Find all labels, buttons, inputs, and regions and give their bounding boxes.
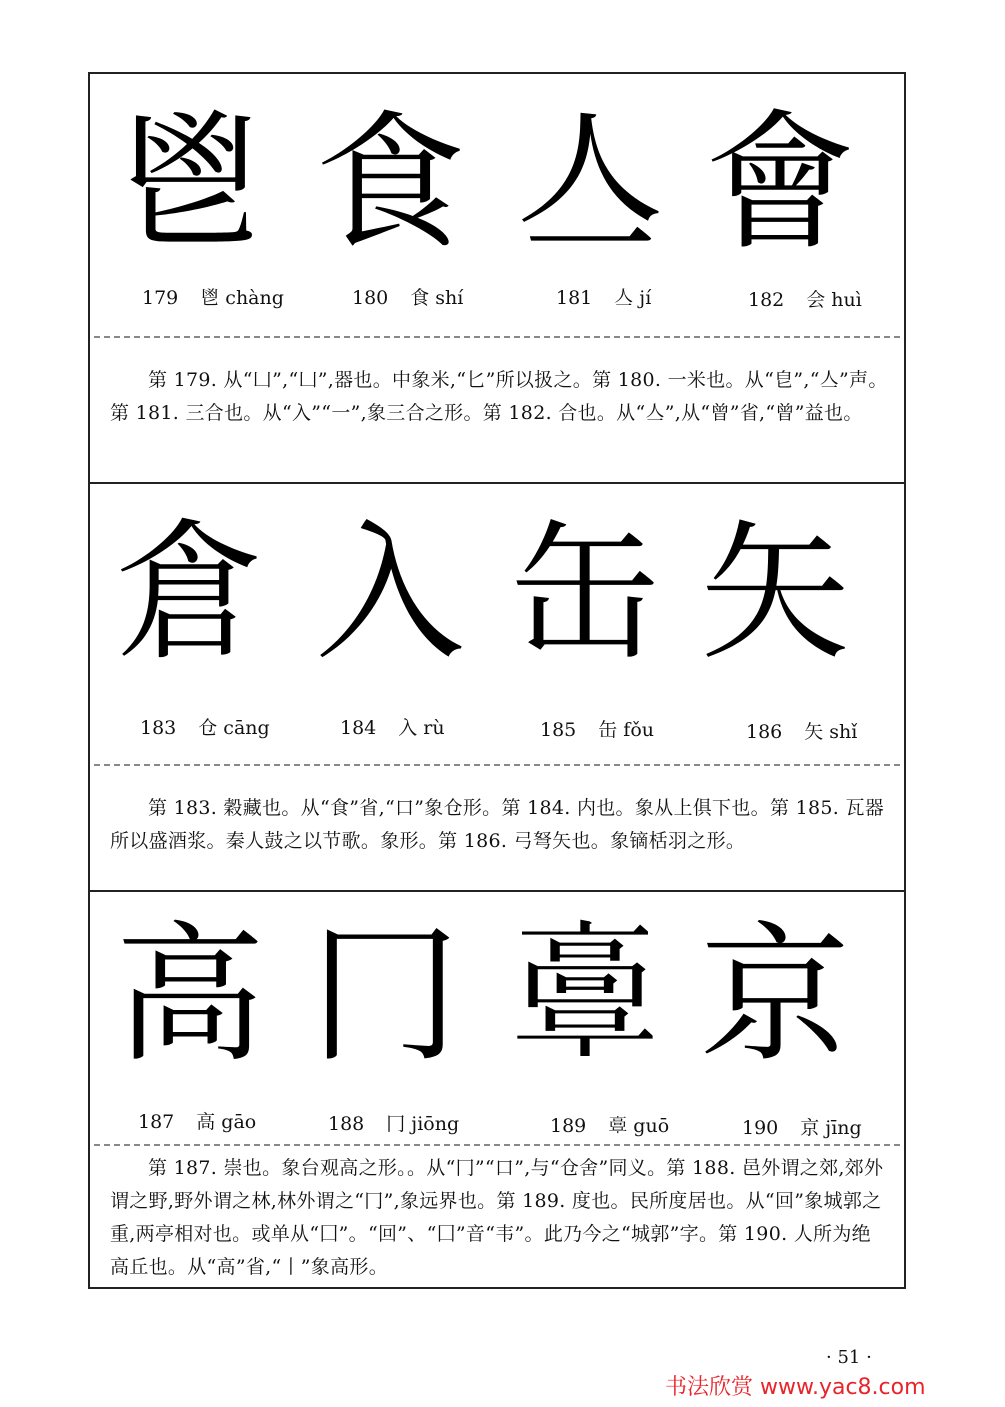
- char-label: 鬯 chàng: [200, 287, 284, 309]
- char-number: 182: [748, 289, 785, 311]
- dashed-divider: [94, 764, 900, 766]
- description-179-182: 第 179. 从“凵”,“凵”,器也。中象米,“匕”所以扱之。第 180. 一米也。从“皀”,“亼”声。第 181. 三合也。从“入”“一”,象三合之形。第 182. 合也。从“亼”,从“曾”省,“曾”益也。: [110, 369, 888, 424]
- caption-186: [746, 720, 857, 744]
- caption-180: [352, 286, 463, 310]
- caption-182: [748, 288, 862, 312]
- char-label: 矢 shǐ: [804, 721, 858, 743]
- char-label: 冂 jiōng: [386, 1113, 460, 1135]
- char-label: 入 rù: [398, 717, 445, 739]
- char-number: 179: [142, 287, 179, 309]
- char-label: 京 jīng: [800, 1117, 862, 1139]
- char-label: 会 huì: [806, 289, 862, 311]
- char-number: 187: [138, 1111, 175, 1133]
- caption-179: [142, 286, 284, 310]
- section-2: [90, 484, 904, 890]
- caption-190: [742, 1116, 862, 1140]
- char-number: 188: [328, 1113, 365, 1135]
- char-label: 仓 cāng: [198, 717, 270, 739]
- caption-189: [550, 1114, 669, 1138]
- char-number: 183: [140, 717, 177, 739]
- caption-184: [340, 716, 445, 740]
- page-number: · 51 ·: [826, 1347, 872, 1368]
- section-3: [90, 892, 904, 1289]
- char-label: 高 gāo: [196, 1111, 257, 1133]
- caption-185: [540, 718, 654, 742]
- char-number: 190: [742, 1117, 779, 1139]
- seal-glyph-181: 亼: [514, 97, 665, 271]
- section-1: [90, 74, 904, 482]
- char-label: 食 shí: [410, 287, 464, 309]
- char-number: 180: [352, 287, 389, 309]
- caption-187: [138, 1110, 256, 1134]
- char-number: 189: [550, 1115, 587, 1137]
- char-number: 185: [540, 719, 577, 741]
- seal-glyph-186: 矢: [699, 507, 850, 681]
- char-number: 186: [746, 721, 783, 743]
- char-label: 亼 jí: [614, 287, 652, 309]
- content-frame: [88, 72, 906, 1289]
- seal-glyph-182: 會: [704, 97, 855, 271]
- caption-183: [140, 716, 270, 740]
- char-number: 181: [556, 287, 593, 309]
- seal-glyph-187: 高: [114, 909, 265, 1083]
- dashed-divider: [94, 1144, 900, 1146]
- char-label: 缶 fǒu: [598, 719, 655, 741]
- description-183-186: 第 183. 穀藏也。从“食”省,“口”象仓形。第 184. 内也。象从上俱下也。第 185. 瓦器所以盛酒浆。秦人鼓之以节歌。象形。第 186. 弓弩矢也。象镝栝羽之形。: [110, 797, 885, 852]
- seal-glyph-188: 冂: [309, 909, 460, 1083]
- seal-glyph-179: 鬯: [114, 97, 265, 271]
- char-number: 184: [340, 717, 377, 739]
- caption-188: [328, 1112, 459, 1136]
- seal-glyph-184: 入: [314, 507, 465, 681]
- char-label: 𩫏 guō: [608, 1115, 670, 1137]
- site-watermark[interactable]: 书法欣赏 www.yac8.com: [665, 1375, 926, 1400]
- seal-glyph-183: 倉: [114, 507, 265, 681]
- seal-glyph-189: 𩫏: [509, 909, 660, 1083]
- caption-181: [556, 286, 651, 310]
- description-187-190: 第 187. 崇也。象台观高之形。。从“冂”“口”,与“仓舍”同义。第 188. 邑外谓之郊,郊外谓之野,野外谓之林,林外谓之“冂”,象远界也。第 189. 度也。民所度居也。从“回”象城郭之重,两亭相对也。或单从“囗”。“回”、“囗”音“韦”。此乃今之“城郭”字。第 190. 人所为绝高丘也。从“高”省,“丨”象高形。: [110, 1157, 884, 1278]
- seal-glyph-190: 京: [699, 909, 850, 1083]
- seal-glyph-185: 缶: [509, 507, 660, 681]
- dashed-divider: [94, 336, 900, 338]
- seal-glyph-180: 食: [314, 97, 465, 271]
